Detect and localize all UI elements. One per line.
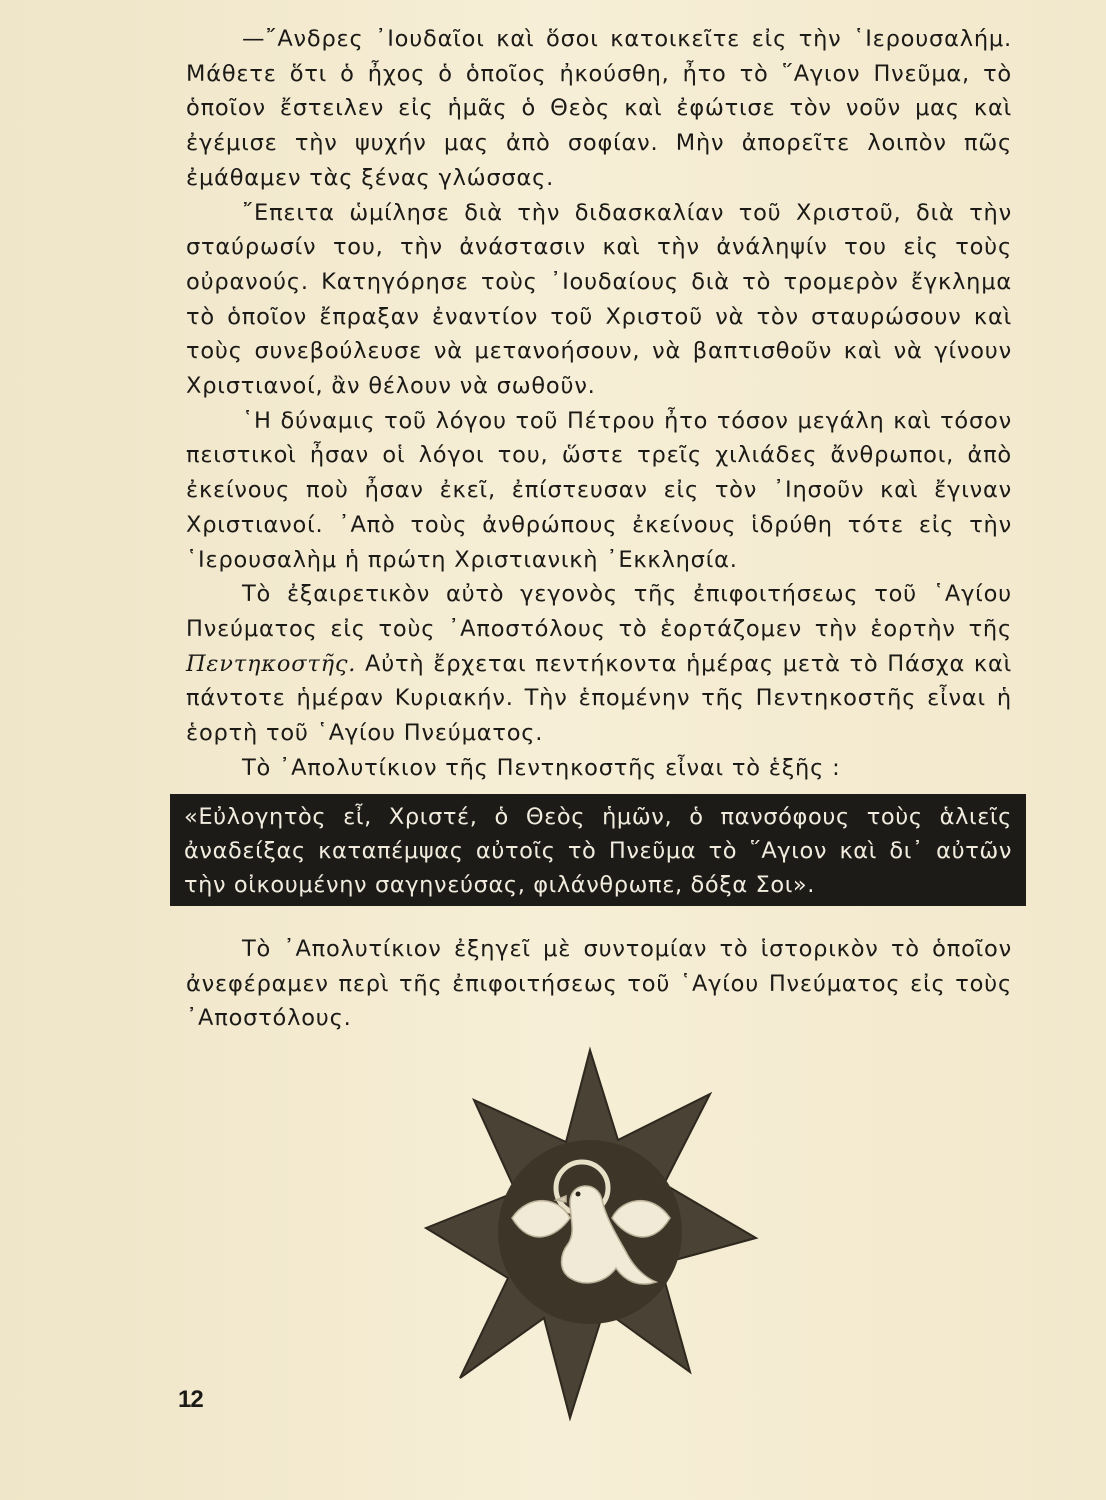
paragraph-apolytikion-intro: Τὸ ᾽Απολυτίκιον τῆς Πεντηκοστῆς εἶναι τὸ ἑξῆς : bbox=[242, 754, 841, 781]
paragraph-teaching: ῎Επειτα ὡμίλησε διὰ τὴν διδασκαλίαν τοῦ Χριστοῦ, διὰ τὴν σταύρωσίν του, τὴν ἀνάστασιν καὶ τὴν ἀνάληψίν του εἰς τοὺς οὐρανούς. Κατηγόρησε τοὺς ᾽Ιουδαίους διὰ τὸ τρομερὸν ἔγκλημα τὸ ὁποῖον ἔπραξαν ἐναντίον τοῦ Χριστοῦ νὰ τὸν σταυρώσουν καὶ τοὺς συνεβούλευσε νὰ μετανοήσουν, νὰ βαπτισθοῦν καὶ νὰ γίνουν Χριστιανοί, ἂν θέλουν νὰ σωθοῦν. bbox=[186, 199, 1012, 400]
main-text bbox=[186, 22, 1012, 785]
holy-spirit-dove-star-emblem bbox=[420, 1042, 760, 1422]
paragraph-power-of-word: ῾Η δύναμις τοῦ λόγου τοῦ Πέτρου ἦτο τόσον μεγάλη καὶ τόσον πειστικοὶ ἦσαν οἱ λόγοι του, ὥστε τρεῖς χιλιάδες ἄνθρωποι, ἀπὸ ἐκείνους ποὺ ἦσαν ἐκεῖ, ἐπίστευσαν εἰς τὸν ᾽Ιησοῦν καὶ ἔγιναν Χριστιανοί. ᾽Απὸ τοὺς ἀνθρώπους ἐκείνους ἱδρύθη τότε εἰς τὴν ῾Ιερουσαλὴμ ἡ πρώτη Χριστιανικὴ ᾽Εκκλησία. bbox=[186, 407, 1012, 573]
paragraph-pentecost-feast bbox=[186, 577, 1012, 751]
page-number: 12 bbox=[178, 1386, 203, 1413]
feast-text-after: Αὐτὴ ἔρχεται πεντήκοντα ἡμέρας μετὰ τὸ Πάσχα καὶ πάντοτε ἡμέραν Κυριακήν. Τὴν ἑπομένην τῆς Πεντηκοστῆς εἶναι ἡ ἑορτὴ τοῦ ῾Αγίου Πνεύματος. bbox=[186, 650, 1012, 747]
feast-text-before: Τὸ ἐξαιρετικὸν αὐτὸ γεγονὸς τῆς ἐπιφοιτήσεως τοῦ ῾Αγίου Πνεύματος εἰς τοὺς ᾽Αποστόλους τὸ ἑορτάζομεν τὴν ἑορτὴν τῆς bbox=[186, 581, 1012, 642]
feast-name-italic: Πεντηκοστῆς. bbox=[186, 650, 357, 677]
paragraph-peter-speech: —῎Ανδρες ᾽Ιουδαῖοι καὶ ὅσοι κατοικεῖτε εἰς τὴν ῾Ιερουσαλήμ. Μάθετε ὅτι ὁ ἦχος ὁ ὁποῖος ἠκούσθη, ἦτο τὸ ῞Αγιον Πνεῦμα, τὸ ὁποῖον ἔστειλεν εἰς ἡμᾶς ὁ Θεὸς καὶ ἐφώτισε τὸν νοῦν μας καὶ ἐγέμισε τὴν ψυχήν μας ἀπὸ σοφίαν. Μὴν ἀπορεῖτε λοιπὸν πῶς ἐμάθαμεν τὰς ξένας γλώσσας. bbox=[186, 26, 1012, 191]
closing-text bbox=[186, 932, 1012, 1036]
apolytikion-prayer-text: «Εὐλογητὸς εἶ, Χριστέ, ὁ Θεὸς ἡμῶν, ὁ πανσόφους τοὺς ἁλιεῖς ἀναδείξας καταπέμψας αὐτοῖς τὸ Πνεῦμα τὸ ῞Αγιον καὶ δι᾽ αὐτῶν τὴν οἰκουμένην σαγηνεύσας, φιλάνθρωπε, δόξα Σοι». bbox=[184, 804, 1012, 898]
apolytikion-prayer-box bbox=[170, 794, 1026, 906]
paragraph-closing: Τὸ ᾽Απολυτίκιον ἐξηγεῖ μὲ συντομίαν τὸ ἱστορικὸν τὸ ὁποῖον ἀνεφέραμεν περὶ τῆς ἐπιφοιτήσεως τοῦ ῾Αγίου Πνεύματος εἰς τοὺς ᾽Αποστόλους. bbox=[186, 936, 1012, 1032]
